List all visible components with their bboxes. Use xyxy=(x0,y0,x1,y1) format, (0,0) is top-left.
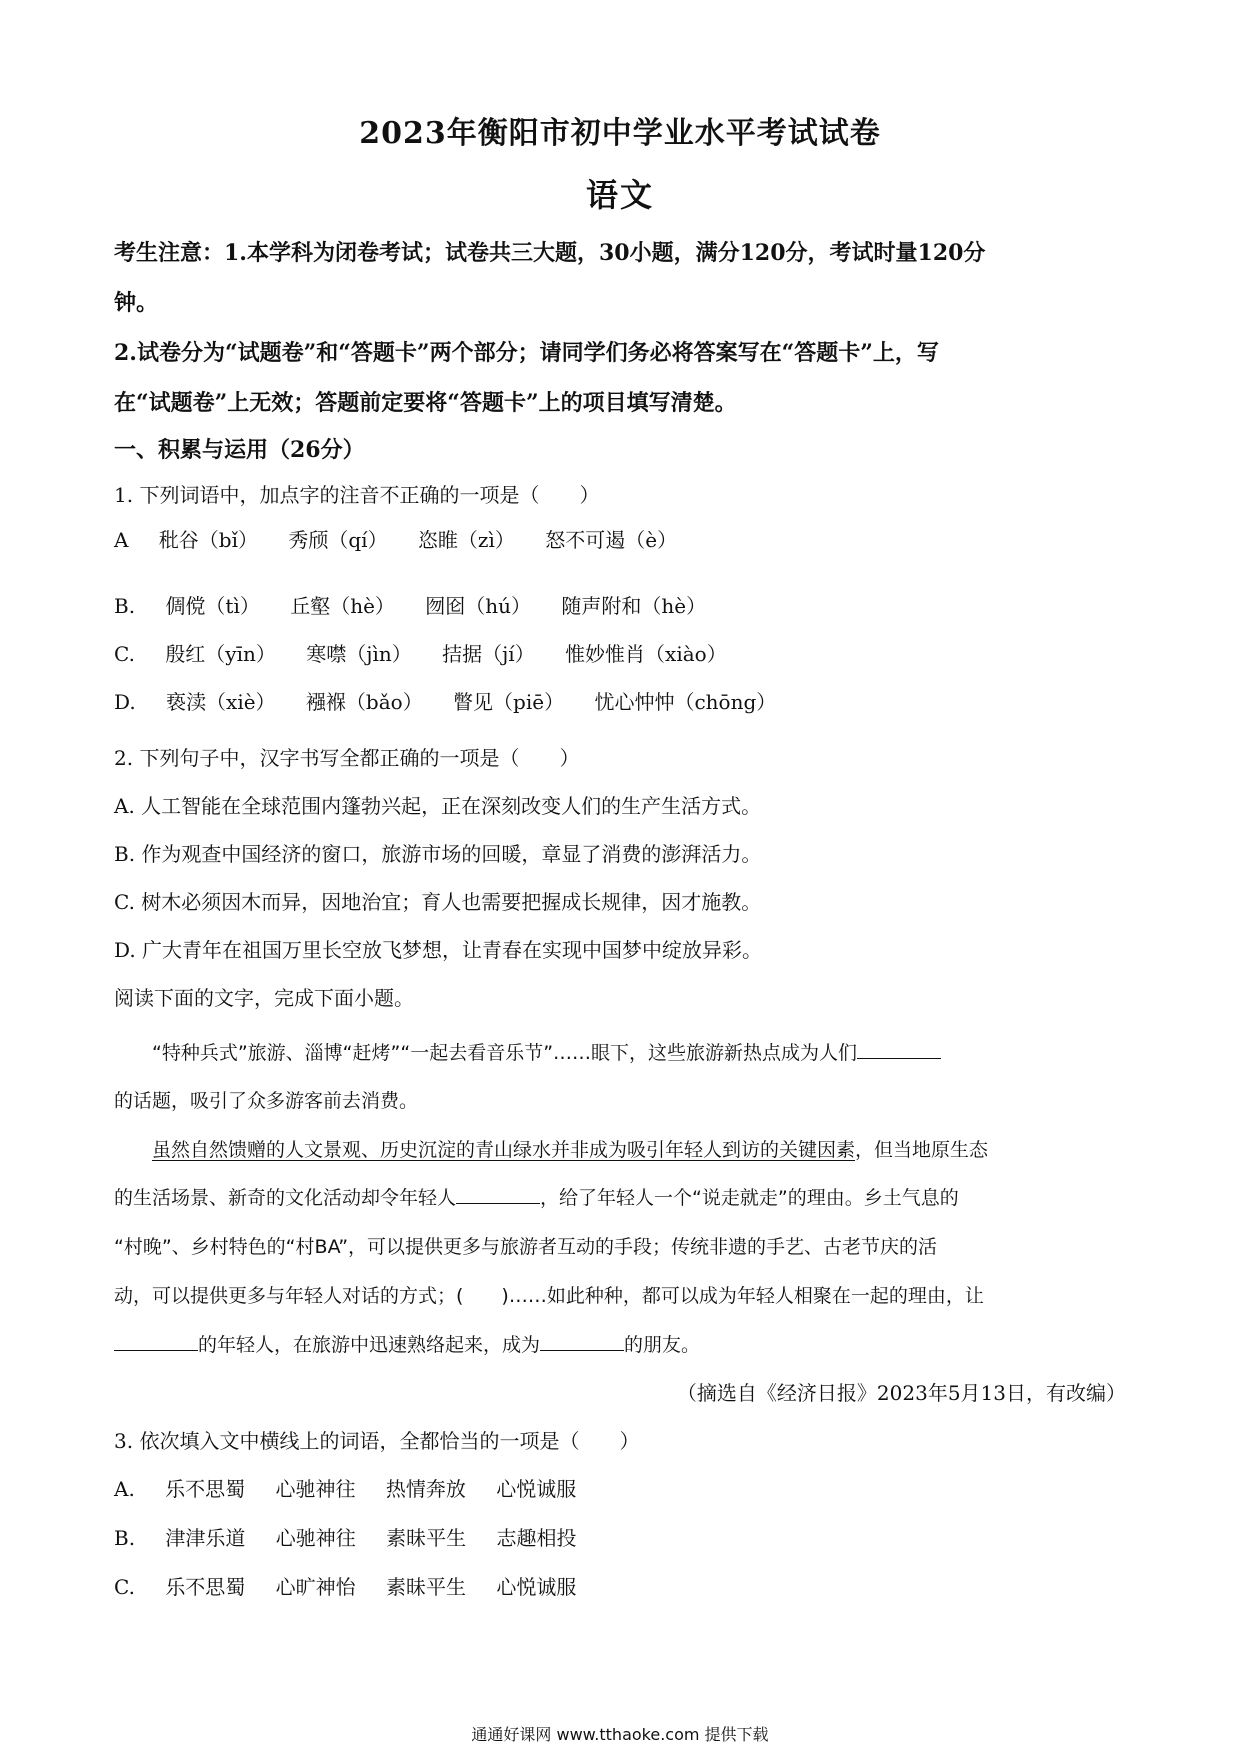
option-label: A xyxy=(114,528,129,552)
q1-option-a xyxy=(114,524,1126,553)
question-3-stem: 3. 依次填入文中横线上的词语，全都恰当的一项是（ ） xyxy=(114,1429,640,1453)
option-item: 寒噤（jìn） xyxy=(306,642,412,666)
option-label: A. xyxy=(114,1477,135,1501)
option-item: 殷红（yīn） xyxy=(165,642,276,666)
q1-option-d xyxy=(114,686,1126,715)
page-title: 2023年衡阳市初中学业水平考试试卷 xyxy=(359,116,881,151)
option-label: D. xyxy=(114,690,136,714)
option-item: 怒不可遏（è） xyxy=(545,528,678,552)
passage-text: ，但当地原生态 xyxy=(855,1139,989,1161)
option-item: 亵渎（xiè） xyxy=(166,690,276,714)
q3-option-c xyxy=(114,1571,1126,1600)
option-item: 瞥见（piē） xyxy=(453,690,565,714)
fill-blank-1 xyxy=(857,1040,941,1059)
q2-option-d: D. 广大青年在祖国万里长空放飞梦想，让青春在实现中国梦中绽放异彩。 xyxy=(114,938,763,962)
option-item: 拮据（jí） xyxy=(442,642,535,666)
option-item: 素昧平生 xyxy=(386,1526,467,1550)
option-item: 囫囵（hú） xyxy=(425,594,532,618)
q1-option-c xyxy=(114,638,1126,667)
passage-line-3 xyxy=(114,1135,1164,1162)
option-item: 襁褓（bǎo） xyxy=(305,690,423,714)
option-item: 乐不思蜀 xyxy=(165,1477,246,1501)
q3-option-a xyxy=(114,1473,1126,1502)
option-item: 惟妙惟肖（xiào） xyxy=(565,642,727,666)
passage-line-2: 的话题，吸引了众多游客前去消费。 xyxy=(114,1090,419,1112)
option-label: C. xyxy=(114,642,135,666)
option-item: 心驰神往 xyxy=(275,1526,356,1550)
option-item: 倜傥（tì） xyxy=(165,594,260,618)
option-item: 心悦诚服 xyxy=(496,1477,577,1501)
notice-line-2: 钟。 xyxy=(114,290,159,316)
option-item: 素昧平生 xyxy=(386,1575,467,1599)
notice-line-4: 在“试题卷”上无效；答题前定要将“答题卡”上的项目填写清楚。 xyxy=(114,390,737,416)
option-item: 丘壑（hè） xyxy=(290,594,395,618)
fill-blank-2 xyxy=(456,1185,540,1204)
q3-option-b xyxy=(114,1522,1126,1551)
page-footer: 通通好课网 www.tthaoke.com 提供下载 xyxy=(471,1725,769,1744)
option-label: B. xyxy=(114,1526,136,1550)
option-item: 志趣相投 xyxy=(496,1526,577,1550)
passage-line-6: 动，可以提供更多与年轻人对话的方式；( )……如此种种，都可以成为年轻人相聚在一起的理由，让 xyxy=(114,1285,984,1307)
passage-text: ，给了年轻人一个“说走就走”的理由。乡土气息的 xyxy=(540,1187,959,1209)
notice-line-1: 考生注意：1.本学科为闭卷考试；试卷共三大题，30小题，满分120分，考试时量120分 xyxy=(114,240,986,266)
q2-option-c: C. 树木必须因木而异，因地治宜；育人也需要把握成长规律，因才施教。 xyxy=(114,890,762,914)
passage-text: 的朋友。 xyxy=(624,1334,701,1356)
option-item: 秕谷（bǐ） xyxy=(158,528,259,552)
option-item: 恣睢（zì） xyxy=(417,528,515,552)
passage-text: 的生活场景、新奇的文化活动却令年轻人 xyxy=(114,1187,457,1209)
option-item: 心悦诚服 xyxy=(496,1575,577,1599)
reading-intro: 阅读下面的文字，完成下面小题。 xyxy=(114,986,414,1010)
q1-option-b xyxy=(114,590,1126,619)
passage-line-7 xyxy=(114,1330,1126,1357)
passage-text: “特种兵式”旅游、淄博“赶烤”“一起去看音乐节”……眼下，这些旅游新热点成为人们 xyxy=(152,1042,858,1064)
passage-line-4 xyxy=(114,1183,1126,1210)
section-heading: 一、积累与运用（26分） xyxy=(114,437,365,463)
option-item: 随声附和（hè） xyxy=(561,594,707,618)
option-item: 心驰神往 xyxy=(275,1477,356,1501)
option-label: B. xyxy=(114,594,136,618)
option-label: C. xyxy=(114,1575,135,1599)
subject-title: 语文 xyxy=(585,176,654,214)
passage-text: 的年轻人，在旅游中迅速熟络起来，成为 xyxy=(198,1334,541,1356)
question-1-stem: 1. 下列词语中，加点字的注音不正确的一项是（ ） xyxy=(114,483,600,507)
passage-line-1 xyxy=(114,1038,1164,1065)
option-item: 心旷神怡 xyxy=(275,1575,356,1599)
q2-option-a: A. 人工智能在全球范围内篷勃兴起，正在深刻改变人们的生产生活方式。 xyxy=(114,794,762,818)
option-item: 忧心忡忡（chōng） xyxy=(594,690,777,714)
question-2-stem: 2. 下列句子中，汉字书写全都正确的一项是（ ） xyxy=(114,746,580,770)
option-item: 津津乐道 xyxy=(165,1526,246,1550)
fill-blank-3 xyxy=(114,1332,198,1351)
option-item: 乐不思蜀 xyxy=(165,1575,246,1599)
option-item: 热情奔放 xyxy=(385,1477,466,1501)
q2-option-b: B. 作为观查中国经济的窗口，旅游市场的回暖，章显了消费的澎湃活力。 xyxy=(114,842,762,866)
source-citation: （摘选自《经济日报》2023年5月13日，有改编） xyxy=(676,1381,1126,1405)
notice-line-3: 2.试卷分为“试题卷”和“答题卡”两个部分；请同学们务必将答案写在“答题卡”上，写 xyxy=(114,340,939,366)
fill-blank-4 xyxy=(540,1332,624,1351)
underlined-sentence: 虽然自然馈赠的人文景观、历史沉淀的青山绿水并非成为吸引年轻人到访的关键因素 xyxy=(152,1139,856,1161)
option-item: 秀颀（qí） xyxy=(288,528,388,552)
passage-line-5: “村晚”、乡村特色的“村BA”，可以提供更多与旅游者互动的手段；传统非遗的手艺、古老节庆的活 xyxy=(114,1236,938,1258)
